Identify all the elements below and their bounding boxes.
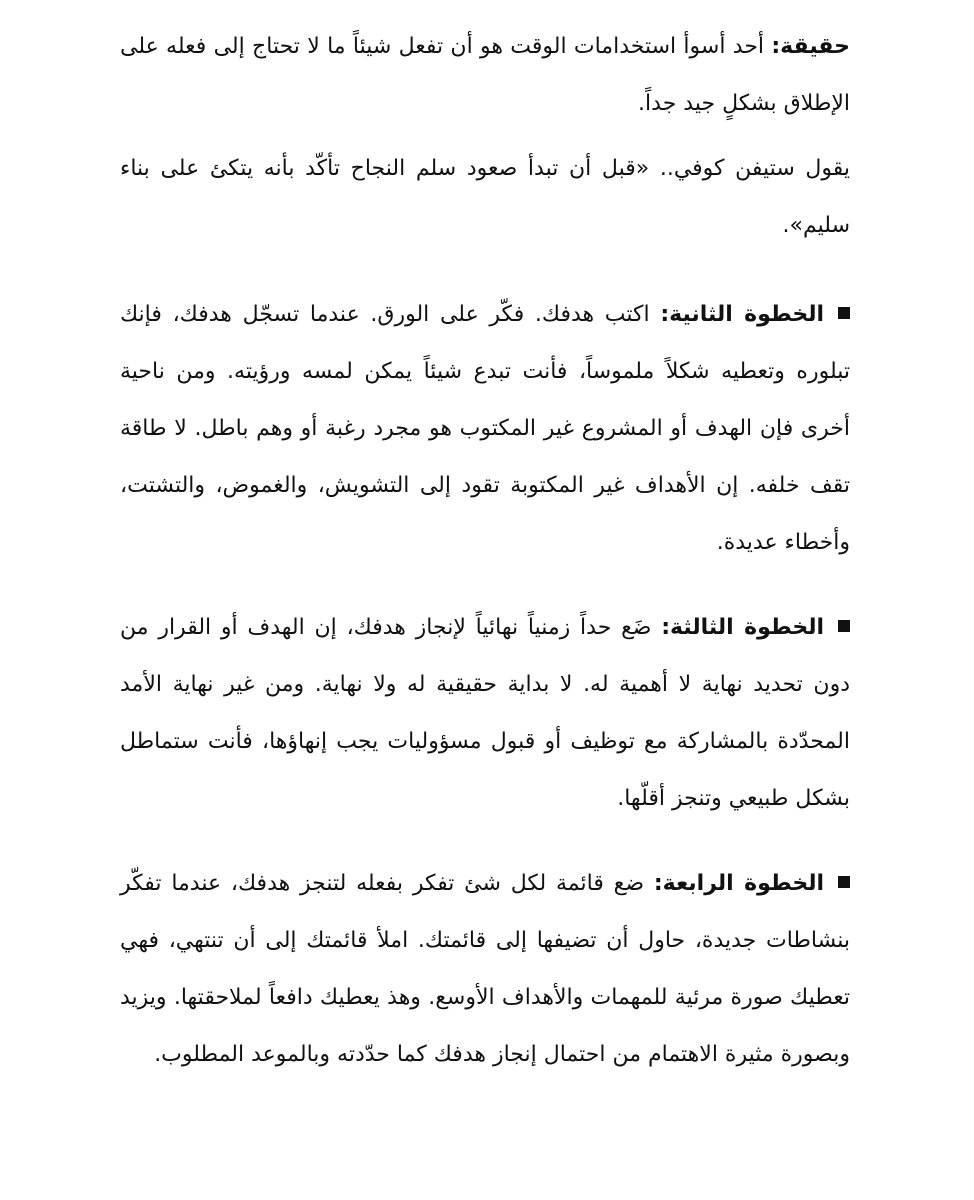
fact-text: أحد أسوأ استخدامات الوقت هو أن تفعل شيئاً ما لا تحتاج إلى فعله على الإطلاق بشكلٍ جيد جداً. — [120, 34, 850, 116]
square-bullet-icon — [838, 307, 850, 319]
step-two-paragraph — [120, 286, 850, 571]
square-bullet-icon — [838, 876, 850, 888]
step-four-label: الخطوة الرابعة: — [653, 871, 824, 896]
quote-text: يقول ستيفن كوفي.. «قبل أن تبدأ صعود سلم النجاح تأكّد بأنه يتكئ على بناء سليم». — [120, 156, 850, 238]
step-two-text: اكتب هدفك. فكّر على الورق. عندما تسجّل هدفك، فإنك تبلوره وتعطيه شكلاً ملموساً، فأنت تبدع شيئاً يمكن لمسه ورؤيته. ومن ناحية أخرى فإن الهدف أو المشروع غير المكتوب هو مجرد رغبة أو وهم باطل. لا طاقة تقف خلفه. إن الأهداف غير المكتوبة تقود إلى التشويش، والغموض، والتشتت، وأخطاء عديدة. — [120, 302, 850, 555]
step-three-label: الخطوة الثالثة: — [661, 615, 824, 640]
step-two-label: الخطوة الثانية: — [660, 302, 824, 327]
step-four-text: ضع قائمة لكل شئ تفكر بفعله لتنجز هدفك، عندما تفكّر بنشاطات جديدة، حاول أن تضيفها إلى قائمتك. املأ قائمتك إلى أن تنتهي، فهي تعطيك صورة مرئية للمهمات والأهداف الأوسع. وهذ يعطيك دافعاً لملاحقتها. ويزيد وبصورة مثيرة الاهتمام من احتمال إنجاز هدفك كما حدّدته وبالموعد المطلوب. — [120, 871, 850, 1067]
step-three-text: ضَع حداً زمنياً نهائياً لإنجاز هدفك، إن الهدف أو القرار من دون تحديد نهاية لا أهمية له. لا بداية حقيقية له ولا نهاية. ومن غير نهاية الأمد المحدّدة بالمشاركة مع توظيف أو قبول مسؤوليات يجب إنهاؤها، فأنت ستماطل بشكل طبيعي وتنجز أقلّها. — [120, 615, 850, 811]
step-four-paragraph — [120, 855, 850, 1083]
step-three-paragraph — [120, 599, 850, 827]
square-bullet-icon — [838, 620, 850, 632]
fact-label: حقيقة: — [771, 34, 850, 59]
document-page — [120, 18, 850, 1111]
quote-paragraph — [120, 140, 850, 254]
fact-paragraph — [120, 18, 850, 132]
